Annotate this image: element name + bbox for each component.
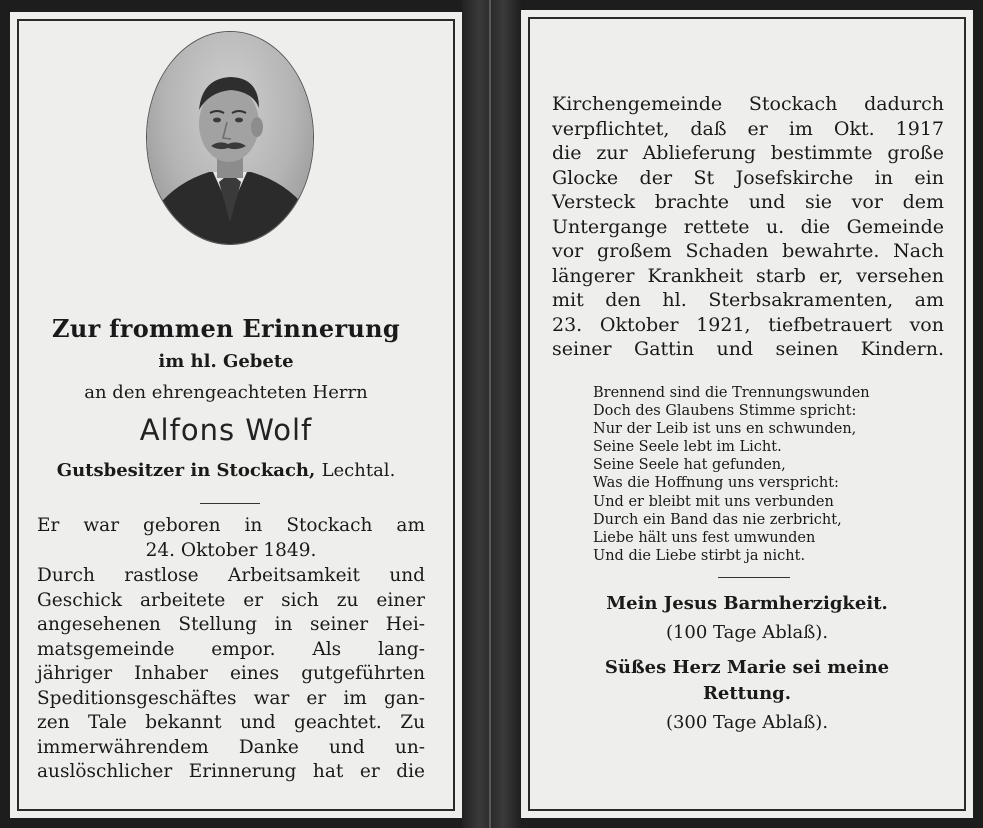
text-line: jähriger Inhaber eines gutgeführten xyxy=(37,663,425,684)
text-line: Durch rastlose Arbeitsamkeit und xyxy=(37,565,425,586)
occupation-title: Gutsbesitzer in Stockach, xyxy=(56,460,316,481)
text-line: vor großem Schaden bewahrte. Nach xyxy=(552,240,944,262)
poem-line: Und die Liebe stirbt ja nicht. xyxy=(593,547,806,564)
poem-line: Seine Seele hat gefunden, xyxy=(593,457,786,474)
divider-right xyxy=(718,577,790,578)
prayer-sacred-heart-line2: Rettung. xyxy=(702,683,792,704)
text-line: Geschick arbeitete er sich zu einer xyxy=(37,589,425,611)
occupation-place: Lechtal. xyxy=(321,460,396,481)
text-line: zen Tale bekannt und geachtet. Zu xyxy=(37,712,425,733)
text-line: längerer Krankheit starb er, versehen xyxy=(552,264,944,287)
text-line: die zur Ablieferung bestimmte große xyxy=(552,142,944,164)
memorial-poem xyxy=(593,384,870,565)
indulgence-100: (100 Tage Ablaß). xyxy=(665,622,829,643)
text-line: Kirchengemeinde Stockach dadurch xyxy=(552,93,944,115)
text-line: matsgemeinde empor. Als lang- xyxy=(37,638,425,660)
text-line: Er war geboren in Stockach am xyxy=(37,515,425,536)
poem-line: Und er bleibt mit uns verbunden xyxy=(593,493,834,510)
poem-line: Was die Hoffnung uns verspricht: xyxy=(593,475,839,492)
biography-paragraph xyxy=(37,564,425,785)
poem-line: Seine Seele lebt im Licht. xyxy=(593,439,782,456)
dedication-line: an den ehrengeachteten Herrn xyxy=(84,382,368,403)
poem-line: Liebe hält uns fest umwunden xyxy=(593,529,816,546)
card-fold xyxy=(489,0,491,828)
text-line: verpflichtet, daß er im Okt. 1917 xyxy=(552,117,944,140)
continuation-paragraph xyxy=(552,92,944,362)
text-line: mit den hl. Sterbsakramenten, am xyxy=(552,289,944,311)
occupation-line xyxy=(0,460,452,481)
deceased-name: Alfons Wolf xyxy=(139,413,313,447)
text-line: Speditionsgeschäftes war er im gan- xyxy=(37,687,425,709)
text-line: immerwährendem Danke und un- xyxy=(37,736,425,758)
text-line: 23. Oktober 1921, tiefbetrauert von xyxy=(552,313,944,336)
indulgence-300: (300 Tage Ablaß). xyxy=(665,712,829,733)
text-line: 24. Oktober 1849. xyxy=(145,539,317,561)
poem-line: Brennend sind die Trennungswunden xyxy=(593,385,870,401)
prayer-jesus: Mein Jesus Barmherzigkeit. xyxy=(606,593,888,614)
memorial-title: Zur frommen Erinnerung xyxy=(52,314,400,343)
text-line: Glocke der St Josefskirche in ein xyxy=(552,166,944,189)
divider-left xyxy=(200,503,260,504)
birth-paragraph xyxy=(37,514,425,563)
portrait-image xyxy=(147,32,313,244)
poem-line: Durch ein Band das nie zerbricht, xyxy=(593,511,842,528)
prayer-sacred-heart-line1: Süßes Herz Marie sei meine xyxy=(604,657,890,678)
memorial-subtitle: im hl. Gebete xyxy=(158,351,294,372)
portrait-photo xyxy=(147,32,313,244)
text-line: seiner Gattin und seinen Kindern. xyxy=(552,338,944,360)
text-line: Versteck brachte und sie vor dem xyxy=(552,191,944,213)
poem-line: Doch des Glaubens Stimme spricht: xyxy=(593,403,857,420)
text-line: auslöschlicher Erinnerung hat er die xyxy=(37,761,425,782)
text-line: Untergange rettete u. die Gemeinde xyxy=(552,215,944,238)
poem-line: Nur der Leib ist uns en schwunden, xyxy=(593,421,857,438)
text-line: angesehenen Stellung in seiner Hei- xyxy=(37,614,425,635)
card-spine xyxy=(462,0,521,828)
